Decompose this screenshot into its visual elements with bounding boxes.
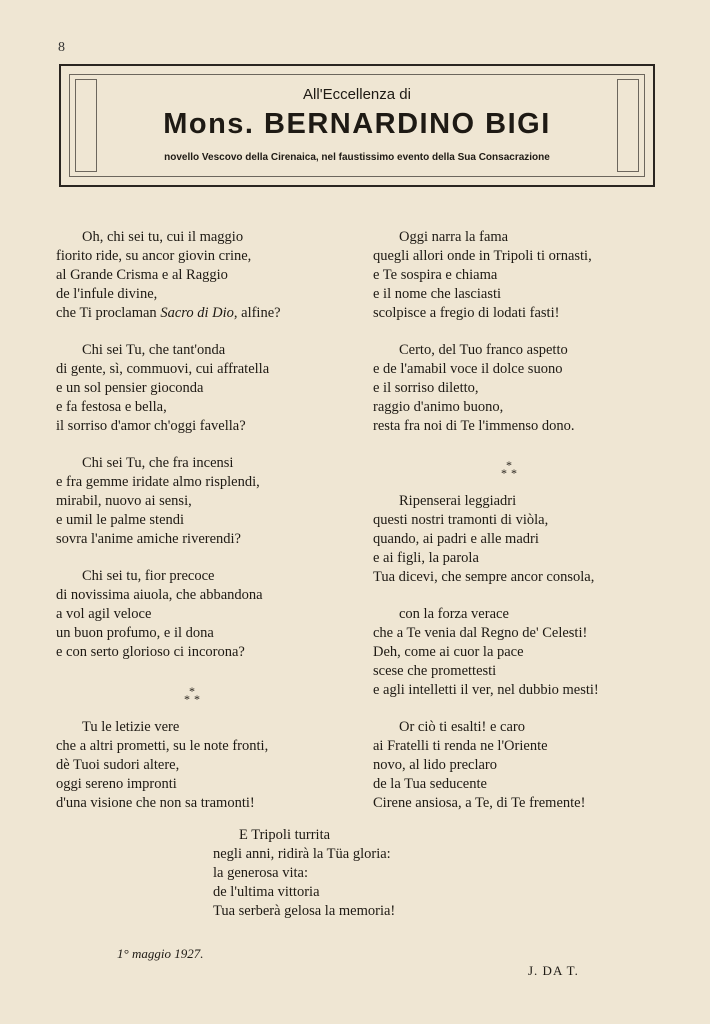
- author-signature: J. DA T.: [528, 963, 579, 978]
- asterism-star: *: [194, 692, 200, 706]
- verse-line: di novissima aiuola, che abbandona: [56, 587, 263, 603]
- verse-line: de l'infule divine,: [56, 286, 158, 302]
- verse-line: d'una visione che non sa tramonti!: [56, 795, 255, 811]
- verse-line: Chi sei Tu, che fra incensi: [82, 455, 234, 471]
- poem-column-left: [56, 228, 356, 831]
- verse-line: il sorriso d'amor ch'oggi favella?: [56, 418, 246, 434]
- verse-line: E Tripoli turrita: [239, 827, 331, 843]
- verse-line: e umil le palme stendi: [56, 512, 185, 528]
- verse-line: raggio d'animo buono,: [373, 399, 504, 415]
- verse-line: novo, al lido preclaro: [373, 757, 498, 773]
- verse-line: negli anni, ridirà la Tüa gloria:: [213, 846, 391, 862]
- stanza: [373, 228, 663, 323]
- date: 1° maggio 1927.: [117, 946, 204, 961]
- verse-line: e fra gemme iridate almo risplendi,: [56, 474, 260, 490]
- verse-line: la generosa vita:: [213, 865, 309, 881]
- verse-line: di gente, sì, commuovi, cui affratella: [56, 361, 270, 377]
- verse-line: che a Te venia dal Regno de' Celesti!: [373, 625, 588, 641]
- asterism-star: *: [506, 458, 512, 472]
- verse-line: a vol agil veloce: [56, 606, 152, 622]
- verse-line: Cirene ansiosa, a Te, di Te fremente!: [373, 795, 586, 811]
- asterism: [56, 680, 356, 718]
- asterism: [373, 454, 663, 492]
- verse-line: Oggi narra la fama: [399, 229, 509, 245]
- verse-line: fiorito ride, su ancor giovin crine,: [56, 248, 252, 264]
- asterism-star: *: [511, 466, 517, 480]
- stanza: [373, 718, 663, 813]
- poem-column-right: [373, 228, 663, 831]
- stanza: [56, 567, 356, 662]
- dedication-to: All'Eccellenza di: [303, 86, 411, 103]
- stanza: [373, 341, 663, 436]
- verse-line: che Ti proclaman Sacro di Dio, alfine?: [56, 305, 281, 321]
- verse-line: un buon profumo, e il dona: [56, 625, 214, 641]
- verse-line: Tua serberà gelosa la memoria!: [213, 903, 396, 919]
- dedication-subtitle: novello Vescovo della Cirenaica, nel faustissimo evento della Sua Consacrazione: [164, 152, 550, 163]
- verse-line: che a altri prometti, su le note fronti,: [56, 738, 269, 754]
- verse-line: Tu le letizie vere: [82, 719, 180, 735]
- dedication-name: Mons. BERNARDINO BIGI: [163, 108, 551, 140]
- verse-line: con la forza verace: [399, 606, 509, 622]
- stanza: [56, 341, 356, 436]
- page-number: 8: [58, 40, 65, 55]
- verse-line: e ai figli, la parola: [373, 550, 479, 566]
- verse-line: de l'ultima vittoria: [213, 884, 320, 900]
- verse-line: Certo, del Tuo franco aspetto: [399, 342, 568, 358]
- verse-line: e fa festosa e bella,: [56, 399, 167, 415]
- verse-line: Oh, chi sei tu, cui il maggio: [82, 229, 244, 245]
- asterism-star: *: [184, 692, 190, 706]
- verse-line: oggi sereno impronti: [56, 776, 177, 792]
- asterism-star: *: [189, 684, 195, 698]
- stanza: [373, 492, 663, 587]
- verse-line: e de l'amabil voce il dolce suono: [373, 361, 563, 377]
- dedication-box: [59, 64, 655, 187]
- verse-line: e il nome che lasciasti: [373, 286, 502, 302]
- verse-line: questi nostri tramonti di viòla,: [373, 512, 549, 528]
- verse-line: Or ciò ti esalti! e caro: [399, 719, 526, 735]
- stanza: [56, 718, 356, 813]
- verse-line: Deh, come ai cuor la pace: [373, 644, 524, 660]
- verse-line: dè Tuoi sudori altere,: [56, 757, 180, 773]
- verse-line: Chi sei tu, fior precoce: [82, 568, 215, 584]
- verse-line: e un sol pensier gioconda: [56, 380, 204, 396]
- final-stanza: [213, 826, 395, 921]
- verse-line: ai Fratelli ti renda ne l'Oriente: [373, 738, 548, 754]
- verse-line: sovra l'anime amiche riverendi?: [56, 531, 241, 547]
- verse-line: Ripenserai leggiadri: [399, 493, 517, 509]
- verse-line: e il sorriso diletto,: [373, 380, 479, 396]
- verse-line: Tua dicevi, che sempre ancor consola,: [373, 569, 595, 585]
- verse-line: quegli allori onde in Tripoli ti ornasti,: [373, 248, 592, 264]
- verse-line: Chi sei Tu, che tant'onda: [82, 342, 226, 358]
- verse-line: e agli intelletti il ver, nel dubbio mesti!: [373, 682, 599, 698]
- verse-line: e con serto glorioso ci incorona?: [56, 644, 245, 660]
- stanza: [373, 605, 663, 700]
- stanza: [56, 454, 356, 549]
- verse-line: scolpisce a fregio di lodati fasti!: [373, 305, 560, 321]
- verse-line: resta fra noi di Te l'immenso dono.: [373, 418, 575, 434]
- verse-line: e Te sospira e chiama: [373, 267, 498, 283]
- verse-line: al Grande Crisma e al Raggio: [56, 267, 228, 283]
- asterism-star: *: [501, 466, 507, 480]
- verse-line: de la Tua seducente: [373, 776, 487, 792]
- verse-line: quando, ai padri e alle madri: [373, 531, 539, 547]
- stanza: [56, 228, 356, 323]
- verse-line: scese che promettesti: [373, 663, 497, 679]
- verse-line: mirabil, nuovo ai sensi,: [56, 493, 192, 509]
